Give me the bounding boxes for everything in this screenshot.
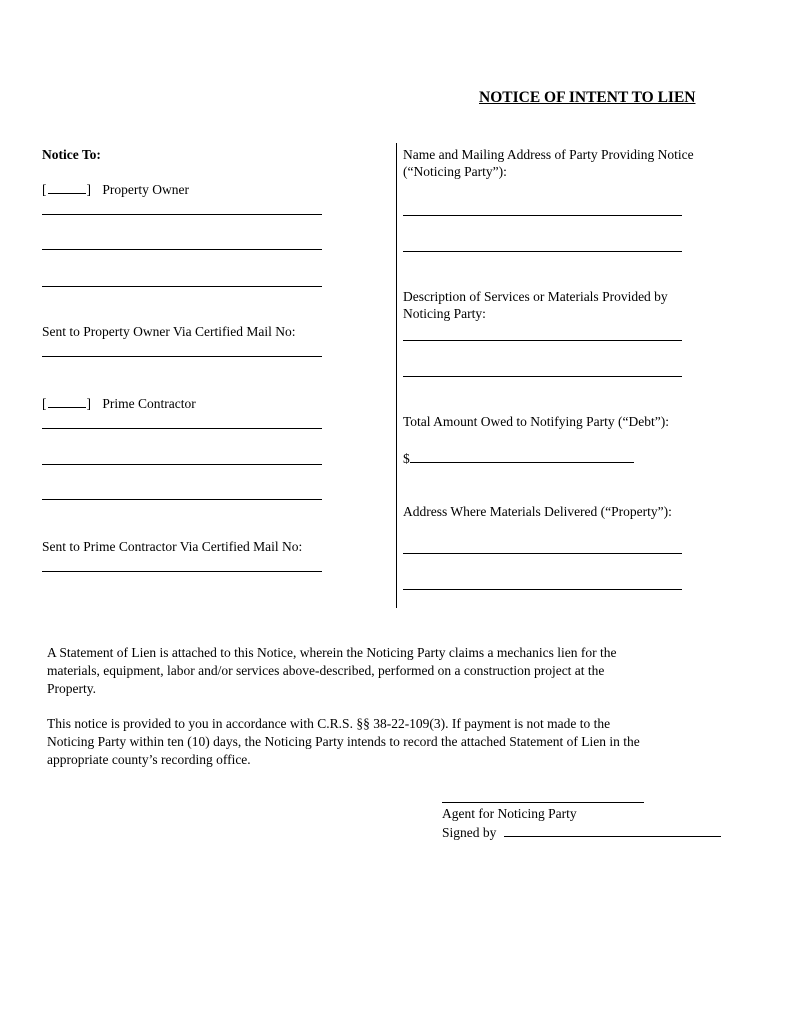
notice-to-label: Notice To: [42, 147, 101, 162]
statement-of-lien-paragraph [47, 644, 747, 698]
prime-contractor-checkbox[interactable] [42, 396, 91, 411]
agent-label: Agent for Noticing Party [442, 806, 577, 821]
property-address-label: Address Where Materials Delivered (“Property”): [403, 504, 672, 519]
noticing-party-label-line-1: Name and Mailing Address of Party Providing Notice [403, 147, 694, 162]
owner-certified-mail-label: Sent to Property Owner Via Certified Mail No: [42, 324, 296, 339]
provision-line-3: appropriate county’s recording office. [47, 752, 251, 767]
prime-contractor-line-3[interactable] [42, 499, 322, 500]
checkbox-blank [48, 181, 86, 194]
provision-line-2: Noticing Party within ten (10) days, the Noticing Party intends to record the attached Statement of Lien in the [47, 734, 640, 749]
noticing-party-label-line-2: (“Noticing Party”): [403, 164, 507, 179]
statement-line-1: A Statement of Lien is attached to this Notice, wherein the Noticing Party claims a mechanics lien for the [47, 645, 617, 660]
property-owner-checkbox[interactable] [42, 182, 91, 197]
checkbox-bracket-close: ] [86, 182, 91, 197]
page-title: NOTICE OF INTENT TO LIEN [479, 89, 696, 106]
prime-contractor-checkbox-row [42, 395, 196, 412]
prime-contractor-line-2[interactable] [42, 464, 322, 465]
checkbox-bracket-open: [ [42, 182, 47, 197]
property-address-line-1[interactable] [403, 553, 682, 554]
property-owner-line-3[interactable] [42, 286, 322, 287]
prime-contractor-line-1[interactable] [42, 428, 322, 429]
description-line-1[interactable] [403, 340, 682, 341]
property-owner-checkbox-row [42, 181, 189, 198]
provision-line-1: This notice is provided to you in accordance with C.R.S. §§ 38-22-109(3). If payment is not made to the [47, 716, 611, 731]
statement-line-3: Property. [47, 681, 96, 696]
property-owner-line-2[interactable] [42, 249, 322, 250]
checkbox-bracket-open: [ [42, 396, 47, 411]
description-label-line-1: Description of Services or Materials Provided by [403, 289, 668, 304]
property-address-line-2[interactable] [403, 589, 682, 590]
column-divider [396, 143, 397, 608]
checkbox-blank [48, 395, 86, 408]
signed-by-label: Signed by [442, 825, 497, 840]
amount-owed-label: Total Amount Owed to Notifying Party (“Debt”): [403, 414, 670, 429]
prime-contractor-label: Prime Contractor [102, 396, 196, 411]
description-line-2[interactable] [403, 376, 682, 377]
signed-by-row [442, 823, 721, 841]
property-owner-label: Property Owner [102, 182, 189, 197]
noticing-party-line-1[interactable] [403, 215, 682, 216]
checkbox-bracket-close: ] [86, 396, 91, 411]
noticing-party-line-2[interactable] [403, 251, 682, 252]
amount-owed-field [403, 449, 634, 467]
provision-paragraph [47, 715, 747, 769]
statement-line-2: materials, equipment, labor and/or services above-described, performed on a construction project at the [47, 663, 605, 678]
amount-owed-blank[interactable] [410, 449, 634, 463]
signed-by-blank[interactable] [504, 823, 721, 837]
contractor-certified-mail-label: Sent to Prime Contractor Via Certified Mail No: [42, 539, 303, 554]
description-label-line-2: Noticing Party: [403, 306, 486, 321]
contractor-certified-mail-line[interactable] [42, 571, 322, 572]
owner-certified-mail-line[interactable] [42, 356, 322, 357]
property-owner-line-1[interactable] [42, 214, 322, 215]
agent-signature-line[interactable] [442, 802, 644, 803]
dollar-sign: $ [403, 451, 410, 466]
